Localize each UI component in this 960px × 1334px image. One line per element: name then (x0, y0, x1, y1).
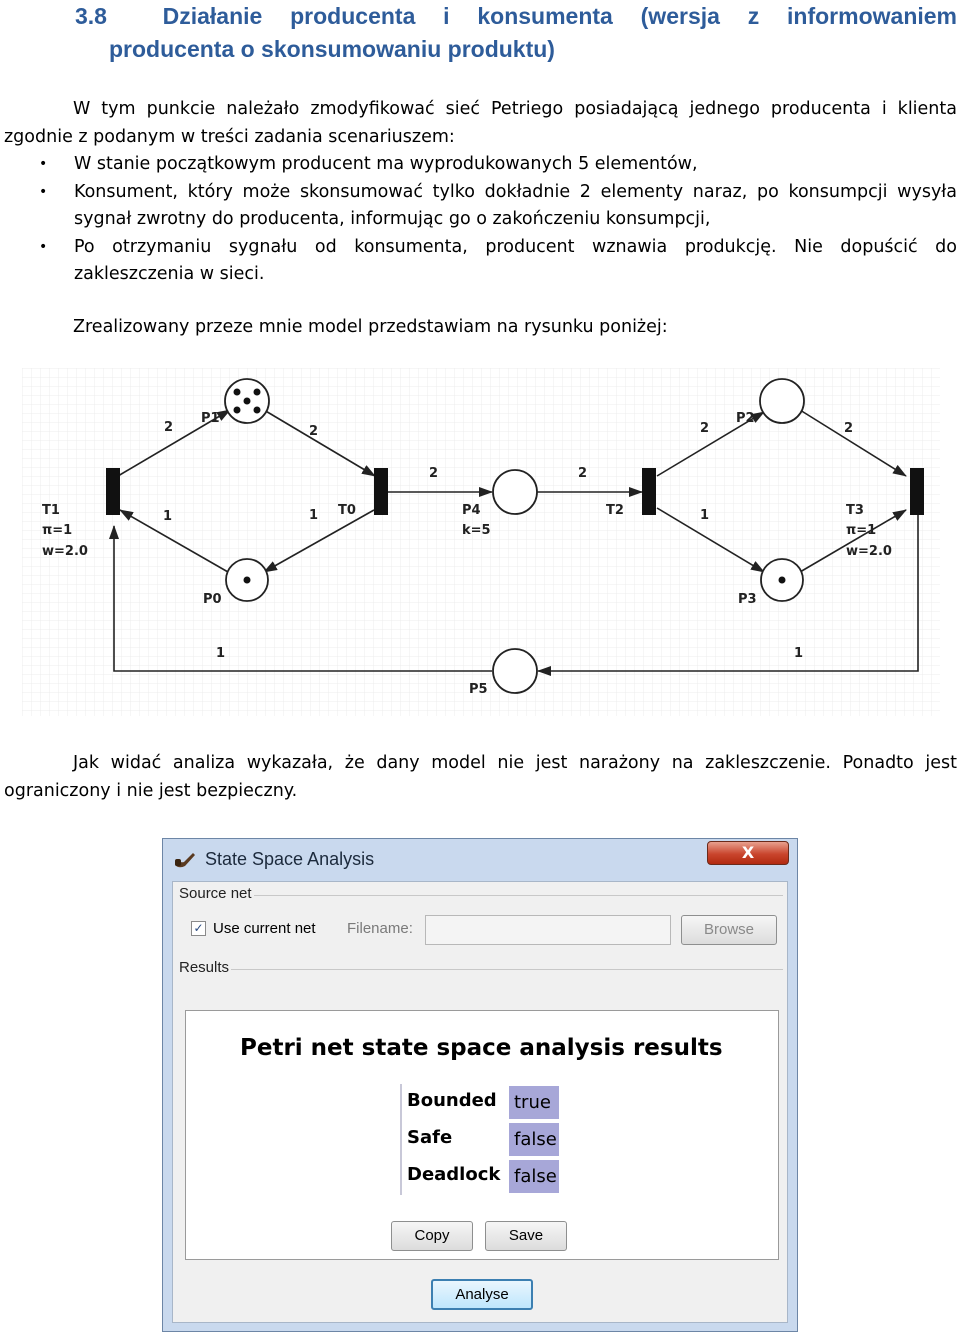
weight-t2-p2: 2 (700, 421, 710, 436)
weight-t3-p5: 1 (794, 646, 804, 661)
copy-button[interactable]: Copy (391, 1221, 473, 1251)
label-t1-rate: π=1 (42, 523, 73, 538)
save-button[interactable]: Save (485, 1221, 567, 1251)
token (779, 577, 786, 584)
label-p3: P3 (738, 592, 757, 607)
label-t1: T1 (42, 503, 60, 518)
close-button[interactable]: X (707, 841, 789, 865)
transition-t1 (106, 468, 120, 515)
state-space-dialog (162, 838, 798, 1332)
label-t2: T2 (606, 503, 624, 518)
list-item-text: Po otrzymaniu sygnału od konsumenta, producent wznawia produkcję. Nie dopuścić do zakleszczenia w sieci. (74, 236, 957, 284)
place-p5 (493, 649, 537, 693)
weight-p4-t2: 2 (578, 466, 588, 481)
label-p2: P2 (736, 411, 755, 426)
results-group-border (177, 969, 783, 970)
results-pane (185, 1010, 779, 1260)
model-intro: Zrealizowany przeze mnie model przedstawiam na rysunku poniżej: (73, 317, 668, 337)
heading-number: 3.8 (75, 3, 107, 29)
list-item-text: Konsument, który może skonsumować tylko dokładnie 2 elementy naraz, po konsumpcji wysyła sygnał zwrotny do producenta, informując go o zakończeniu konsumpcji, (74, 181, 957, 229)
weight-t2-p3: 1 (700, 508, 710, 523)
label-t1-weight: w=2.0 (42, 544, 88, 559)
label-p4-capacity: k=5 (462, 523, 491, 538)
use-current-net-label[interactable]: Use current net (213, 920, 316, 937)
place-p4 (493, 470, 537, 514)
transition-t3 (910, 468, 924, 515)
label-t3: T3 (846, 503, 864, 518)
label-t3-weight: w=2.0 (846, 544, 892, 559)
label-p4: P4 (462, 503, 481, 518)
token (254, 389, 261, 396)
label-p5: P5 (469, 682, 488, 697)
analyse-button[interactable]: Analyse (431, 1279, 533, 1310)
grid-background (22, 368, 940, 716)
filename-label: Filename: (347, 920, 413, 937)
weight-p2-t3: 2 (844, 421, 854, 436)
conclusion-paragraph: Jak widać analiza wykazała, że dany model nie jest narażony na zakleszczenie. Ponadto jest ograniczony i nie jest bezpieczny. (4, 753, 957, 801)
token (254, 407, 261, 414)
token (244, 577, 251, 584)
token (234, 389, 241, 396)
label-p0: P0 (203, 592, 222, 607)
results-title: Petri net state space analysis results (240, 1035, 723, 1061)
place-p2 (760, 379, 804, 423)
bullet-icon: • (39, 183, 48, 200)
result-value: false (509, 1160, 559, 1193)
result-key: Bounded (407, 1090, 497, 1111)
list-item (4, 179, 957, 234)
source-net-group-label: Source net (179, 885, 252, 902)
source-group-border (177, 895, 783, 896)
intro-paragraph: W tym punkcie należało zmodyfikować sieć Petriego posiadającą jednego producenta i klienta zgodnie z podanym w treści zadania scenariuszem: (4, 99, 957, 147)
result-value: false (509, 1123, 559, 1156)
weight-t0-p0: 1 (309, 508, 319, 523)
heading-text-1: Działanie producenta i konsumenta (wersja z informowaniem (162, 3, 957, 29)
weight-p0-t1: 1 (163, 509, 173, 524)
bullet-icon: • (39, 156, 48, 172)
list-item-text: W stanie początkowym producent ma wyprodukowanych 5 elementów, (74, 154, 698, 174)
heading-line-2: producenta o skonsumowaniu produktu) (109, 36, 555, 62)
dialog-title: State Space Analysis (205, 849, 375, 869)
result-key: Deadlock (407, 1164, 501, 1185)
transition-t2 (642, 468, 656, 515)
weight-p5-t1: 1 (216, 646, 226, 661)
weight-t0-p4: 2 (429, 466, 439, 481)
list-item (4, 151, 957, 179)
weight-t1-p1: 2 (164, 420, 174, 435)
use-current-net-checkbox[interactable]: ✓ (191, 921, 206, 936)
pipe-icon (173, 851, 197, 871)
result-value: true (509, 1086, 559, 1119)
list-item (4, 234, 957, 289)
label-t0: T0 (338, 503, 356, 518)
transition-t0 (374, 468, 388, 515)
results-table (400, 1084, 557, 1195)
label-p1: P1 (201, 411, 220, 426)
heading-line-1 (75, 0, 957, 33)
petri-net-diagram (22, 368, 940, 716)
token (244, 398, 251, 405)
results-group-label: Results (179, 959, 230, 976)
label-t3-rate: π=1 (846, 523, 877, 538)
bullet-icon: • (39, 238, 48, 255)
browse-button[interactable]: Browse (681, 915, 777, 945)
token (234, 407, 241, 414)
filename-input[interactable] (425, 915, 671, 945)
result-key: Safe (407, 1127, 453, 1148)
weight-p1-t0: 2 (309, 424, 319, 439)
dialog-body (172, 881, 788, 1323)
dialog-titlebar[interactable] (163, 839, 797, 881)
scenario-list (4, 151, 957, 289)
